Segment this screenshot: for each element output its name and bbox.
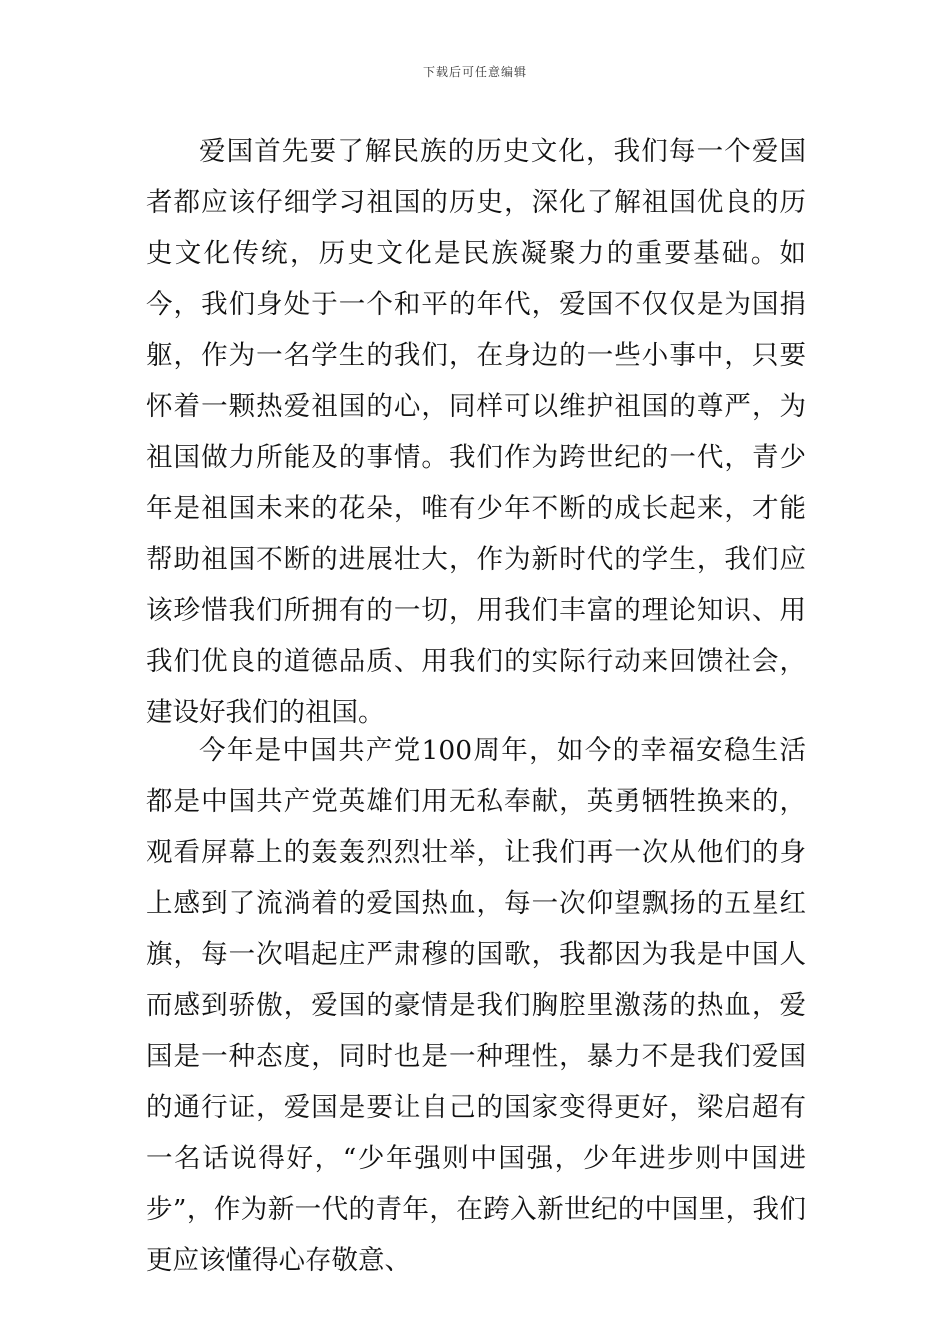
page-header: 下载后可任意编辑 bbox=[422, 65, 527, 79]
paragraph-2: 今年是中国共产党100周年，如今的幸福安稳生活都是中国共产党英雄们用无私奉献，英勇牺牲换来的，观看屏幕上的轰轰烈烈壮举，让我们再一次从他们的身上感到了流淌着的爱国热血，每一次仰望飘扬的五星红旗，每一次唱起庄严肃穆的国歌，我都因为我是中国人而感到骄傲，爱国的豪情是我们胸腔里激荡的热血，爱国是一种态度，同时也是一种理性，暴力不是我们爱国的通行证，爱国是要让自己的国家变得更好，梁启超有一名话说得好，“少年强则中国强，少年进步则中国进步”，作为新一代的青年，在跨入新世纪的中国里，我们更应该懂得心存敬意、 bbox=[146, 735, 806, 1276]
paragraph-1: 爱国首先要了解民族的历史文化，我们每一个爱国者都应该仔细学习祖国的历史，深化了解祖国优良的历史文化传统，历史文化是民族凝聚力的重要基础。如今，我们身处于一个和平的年代，爱国不仅仅是为国捐躯，作为一名学生的我们，在身边的一些小事中，只要怀着一颗热爱祖国的心，同样可以维护祖国的尊严，为祖国做力所能及的事情。我们作为跨世纪的一代，青少年是祖国未来的花朵，唯有少年不断的成长起来，才能帮助祖国不断的进展壮大，作为新时代的学生，我们应该珍惜我们所拥有的一切，用我们丰富的理论知识、用我们优良的道德品质、用我们的实际行动来回馈社会，建设好我们的祖国。 bbox=[146, 136, 806, 728]
